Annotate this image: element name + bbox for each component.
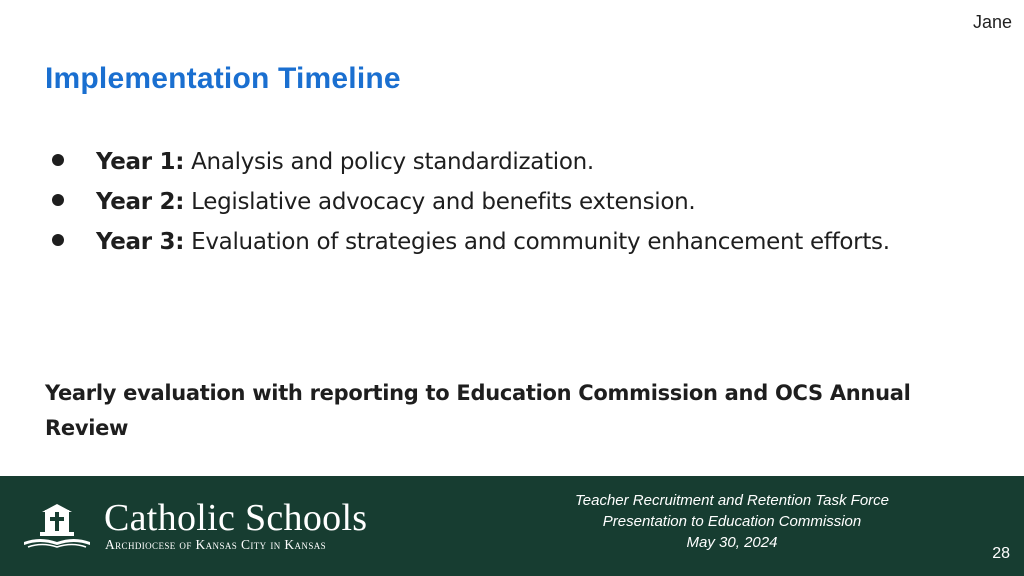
bullet-text: Legislative advocacy and benefits extension. (191, 189, 696, 215)
footer-line-date: May 30, 2024 (686, 534, 778, 551)
bullet-list (52, 142, 992, 262)
bullet-item (52, 222, 992, 262)
footer-line-presentation: Presentation to Education Commission (602, 513, 862, 530)
footer-line-task-force: Teacher Recruitment and Retention Task Force (574, 492, 890, 509)
presenter-name: Jane (972, 12, 1012, 32)
bullet-label: Year 2: (96, 189, 185, 215)
bullet-icon (52, 194, 64, 206)
logo-subtitle: Archdiocese of Kansas City in Kansas (105, 537, 327, 552)
slide-title: Implementation Timeline (45, 62, 401, 95)
bullet-icon (52, 234, 64, 246)
bullet-icon (52, 154, 64, 166)
evaluation-summary: Yearly evaluation with reporting to Education Commission and OCS Annual Review (45, 381, 911, 440)
bullet-text: Evaluation of strategies and community enhancement efforts. (191, 229, 890, 255)
bullet-item (52, 142, 992, 182)
bullet-item (52, 182, 992, 222)
presentation-info (532, 490, 932, 553)
page-number: 28 (992, 545, 1010, 562)
bullet-label: Year 1: (96, 149, 185, 175)
cross-book-logo-icon (20, 502, 94, 552)
footer-bar (0, 476, 1024, 576)
bullet-label: Year 3: (96, 229, 185, 255)
logo-wordmark: Catholic Schools (104, 497, 368, 539)
bullet-text: Analysis and policy standardization. (191, 149, 594, 175)
